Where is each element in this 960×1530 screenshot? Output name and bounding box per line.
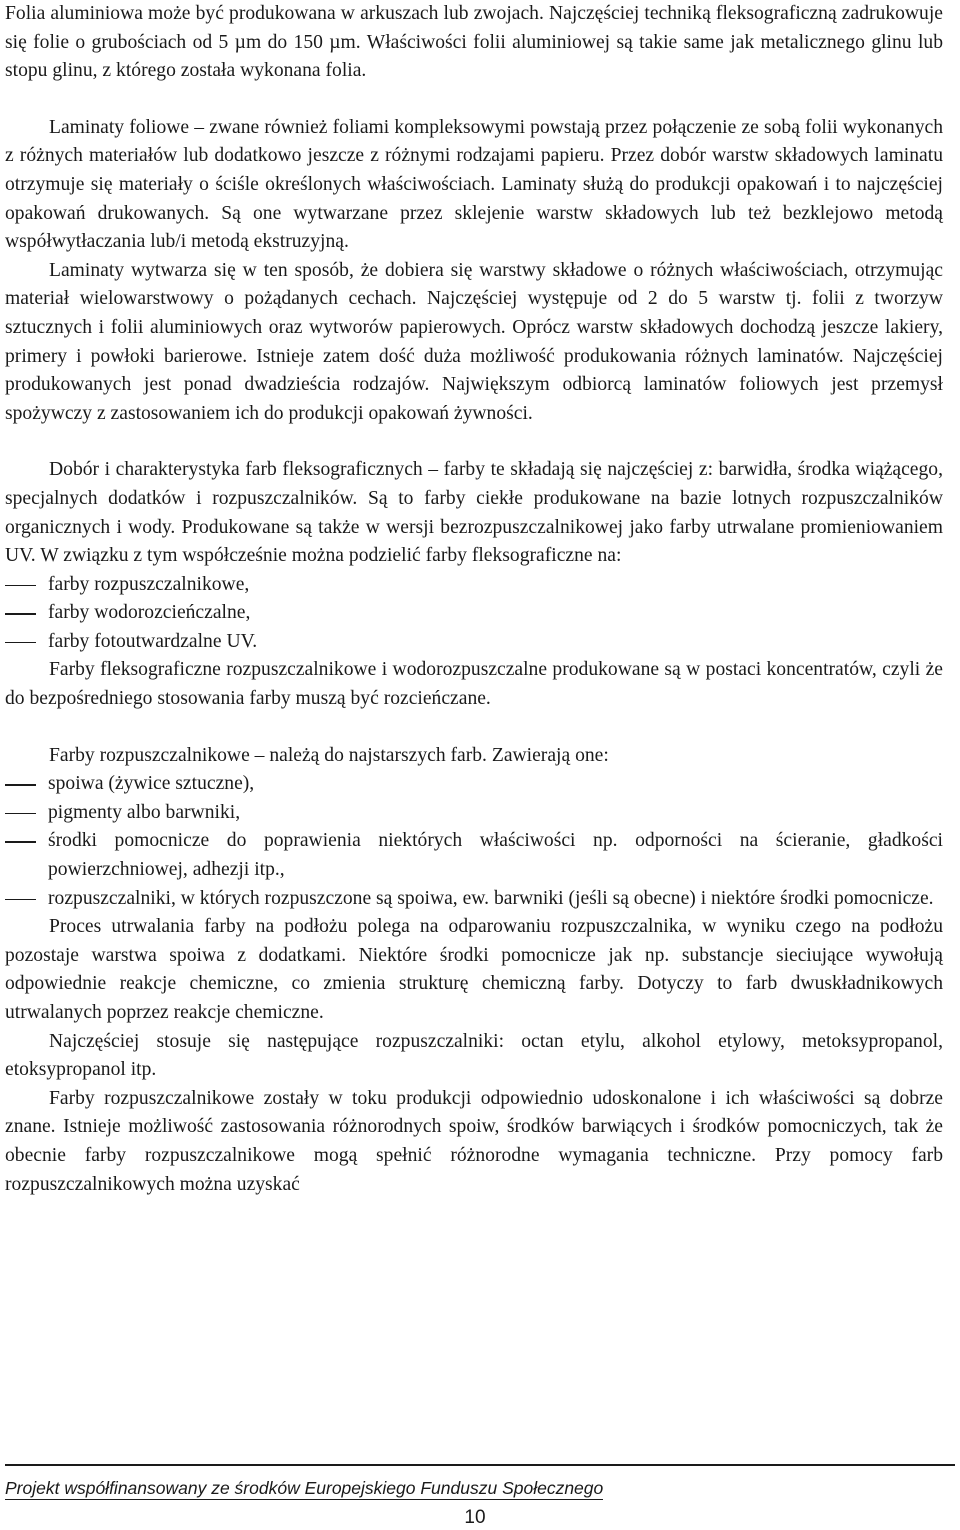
dash-bullet-icon	[5, 770, 48, 799]
list-item-text: farby rozpuszczalnikowe,	[48, 573, 250, 595]
dash-bullet-icon	[5, 599, 48, 628]
dash-bullet-icon	[5, 827, 48, 884]
list-item-text: pigmenty albo barwniki,	[48, 801, 241, 823]
list-item	[5, 599, 943, 628]
list-item-text: farby fotoutwardzalne UV.	[48, 630, 258, 652]
list-item	[5, 628, 943, 657]
dash-bullet-icon	[5, 628, 48, 657]
dash-bullet-icon	[5, 799, 48, 828]
paragraph-ink-selection: Dobór i charakterystyka farb fleksograficznych – farby te składają się najczęściej z: barwidła, środka wiążącego, specjalnych dodatków i rozpuszczalników. Są to farby ciekłe produkowane na bazie lotnych rozpuszczalników organicznych i wody. Produkowane są także w wersji bezrozpuszczalnikowej jako farby utrwalane promieniowaniem UV. W związku z tym współcześnie można podzielić farby fleksograficzne na:	[5, 459, 943, 567]
list-item	[5, 799, 943, 828]
paragraph-solvent-inks: Farby rozpuszczalnikowe – należą do najstarszych farb. Zawierają one:	[49, 744, 609, 766]
list-item-text: środki pomocnicze do poprawienia niektórych właściwości np. odporności na ścieranie, gładkości powierzchniowej, adhezji itp.,	[48, 830, 943, 881]
list-item-text: rozpuszczalniki, w których rozpuszczone są spoiwa, ew. barwniki (jeśli są obecne) i niektóre środki pomocnicze.	[48, 887, 934, 909]
paragraph-gap	[5, 428, 943, 456]
paragraph-curing-process: Proces utrwalania farby na podłożu polega na odparowaniu rozpuszczalnika, w wyniku czego na podłożu pozostaje warstwa spoiwa z dodatkami. Niektóre środki pomocnicze jak np. substancje sieciujące wywołują odpowiednie reakcje chemiczne, co zmienia strukturę chemiczną farby. Dotyczy to farb dwuskładnikowych utrwalanych poprzez reakcje chemiczne.	[5, 916, 943, 1023]
ink-types-list	[5, 571, 943, 657]
solvent-ink-components-list	[5, 770, 943, 913]
paragraph-laminates-intro: Laminaty foliowe – zwane również foliami kompleksowymi powstają przez połączenie ze sobą folii wykonanych z różnych materiałów lub dodatkowo jeszcze z różnymi rodzajami papieru. Przez dobór warstw składowych laminatu otrzymuje się materiały o ściśle określonych właściwościach. Laminaty służą do produkcji opakowań i to najczęściej opakowań drukowanych. Są one wytwarzane przez sklejenie warstw składowych lub też bezklejowo metodą współwytłaczania lub/i metodą ekstruzyjną.	[5, 116, 943, 253]
list-item-text: spoiwa (żywice sztuczne),	[48, 773, 255, 795]
list-item	[5, 827, 943, 884]
page-number: 10	[464, 1507, 486, 1528]
paragraph-gap	[5, 86, 943, 114]
list-item-text: farby wodorozcieńczalne,	[48, 602, 251, 624]
list-item	[5, 571, 943, 600]
page-footer	[5, 1464, 955, 1499]
dash-bullet-icon	[5, 571, 48, 600]
dash-bullet-icon	[5, 885, 48, 914]
document-page	[5, 0, 943, 1199]
paragraph-concentrates: Farby fleksograficzne rozpuszczalnikowe i wodorozpuszczalne produkowane są w postaci koncentratów, czyli że do bezpośredniego stosowania farby muszą być rozcieńczane.	[5, 659, 943, 710]
list-item	[5, 770, 943, 799]
footer-funding-note: Projekt współfinansowany ze środków Europejskiego Funduszu Społecznego	[5, 1478, 604, 1498]
paragraph-foil-aluminium: Folia aluminiowa może być produkowana w arkuszach lub zwojach. Najczęściej techniką fleksograficzną zadrukowuje się folie o grubościach od 5 µm do 150 µm. Właściwości folii aluminiowej są takie same jak metalicznego glinu lub stopu glinu, z którego została wykonana folia.	[5, 3, 943, 82]
paragraph-solvent-inks-properties: Farby rozpuszczalnikowe zostały w toku produkcji odpowiednio udoskonalone i ich właściwości są dobrze znane. Istnieje możliwość zastosowania różnorodnych spoiw, środków barwiących i środków pomocniczych, tak że obecnie farby rozpuszczalnikowe mogą spełnić różnorodne wymagania techniczne. Przy pomocy farb rozpuszczalnikowych można uzyskać	[5, 1087, 943, 1195]
paragraph-gap	[5, 714, 943, 742]
paragraph-laminates-production: Laminaty wytwarza się w ten sposób, że dobiera się warstwy składowe o różnych właściwościach, otrzymując materiał wielowarstwowy o pożądanych cechach. Najczęściej występuje od 2 do 5 warstw tj. folii z tworzyw sztucznych i folii aluminiowych oraz wytworów papierowych. Oprócz warstw składowych dochodzą jeszcze lakiery, primery i powłoki barierowe. Istnieje zatem dość duża możliwość produkowania różnych laminatów. Najczęściej produkowanych jest ponad dwadzieścia rodzajów. Największym odbiorcą laminatów foliowych jest przemysł spożywczy z zastosowaniem ich do produkcji opakowań żywności.	[5, 259, 943, 424]
list-item	[5, 885, 943, 914]
paragraph-solvents: Najczęściej stosuje się następujące rozpuszczalniki: octan etylu, alkohol etylowy, metoksypropanol, etoksypropanol itp.	[5, 1030, 943, 1081]
